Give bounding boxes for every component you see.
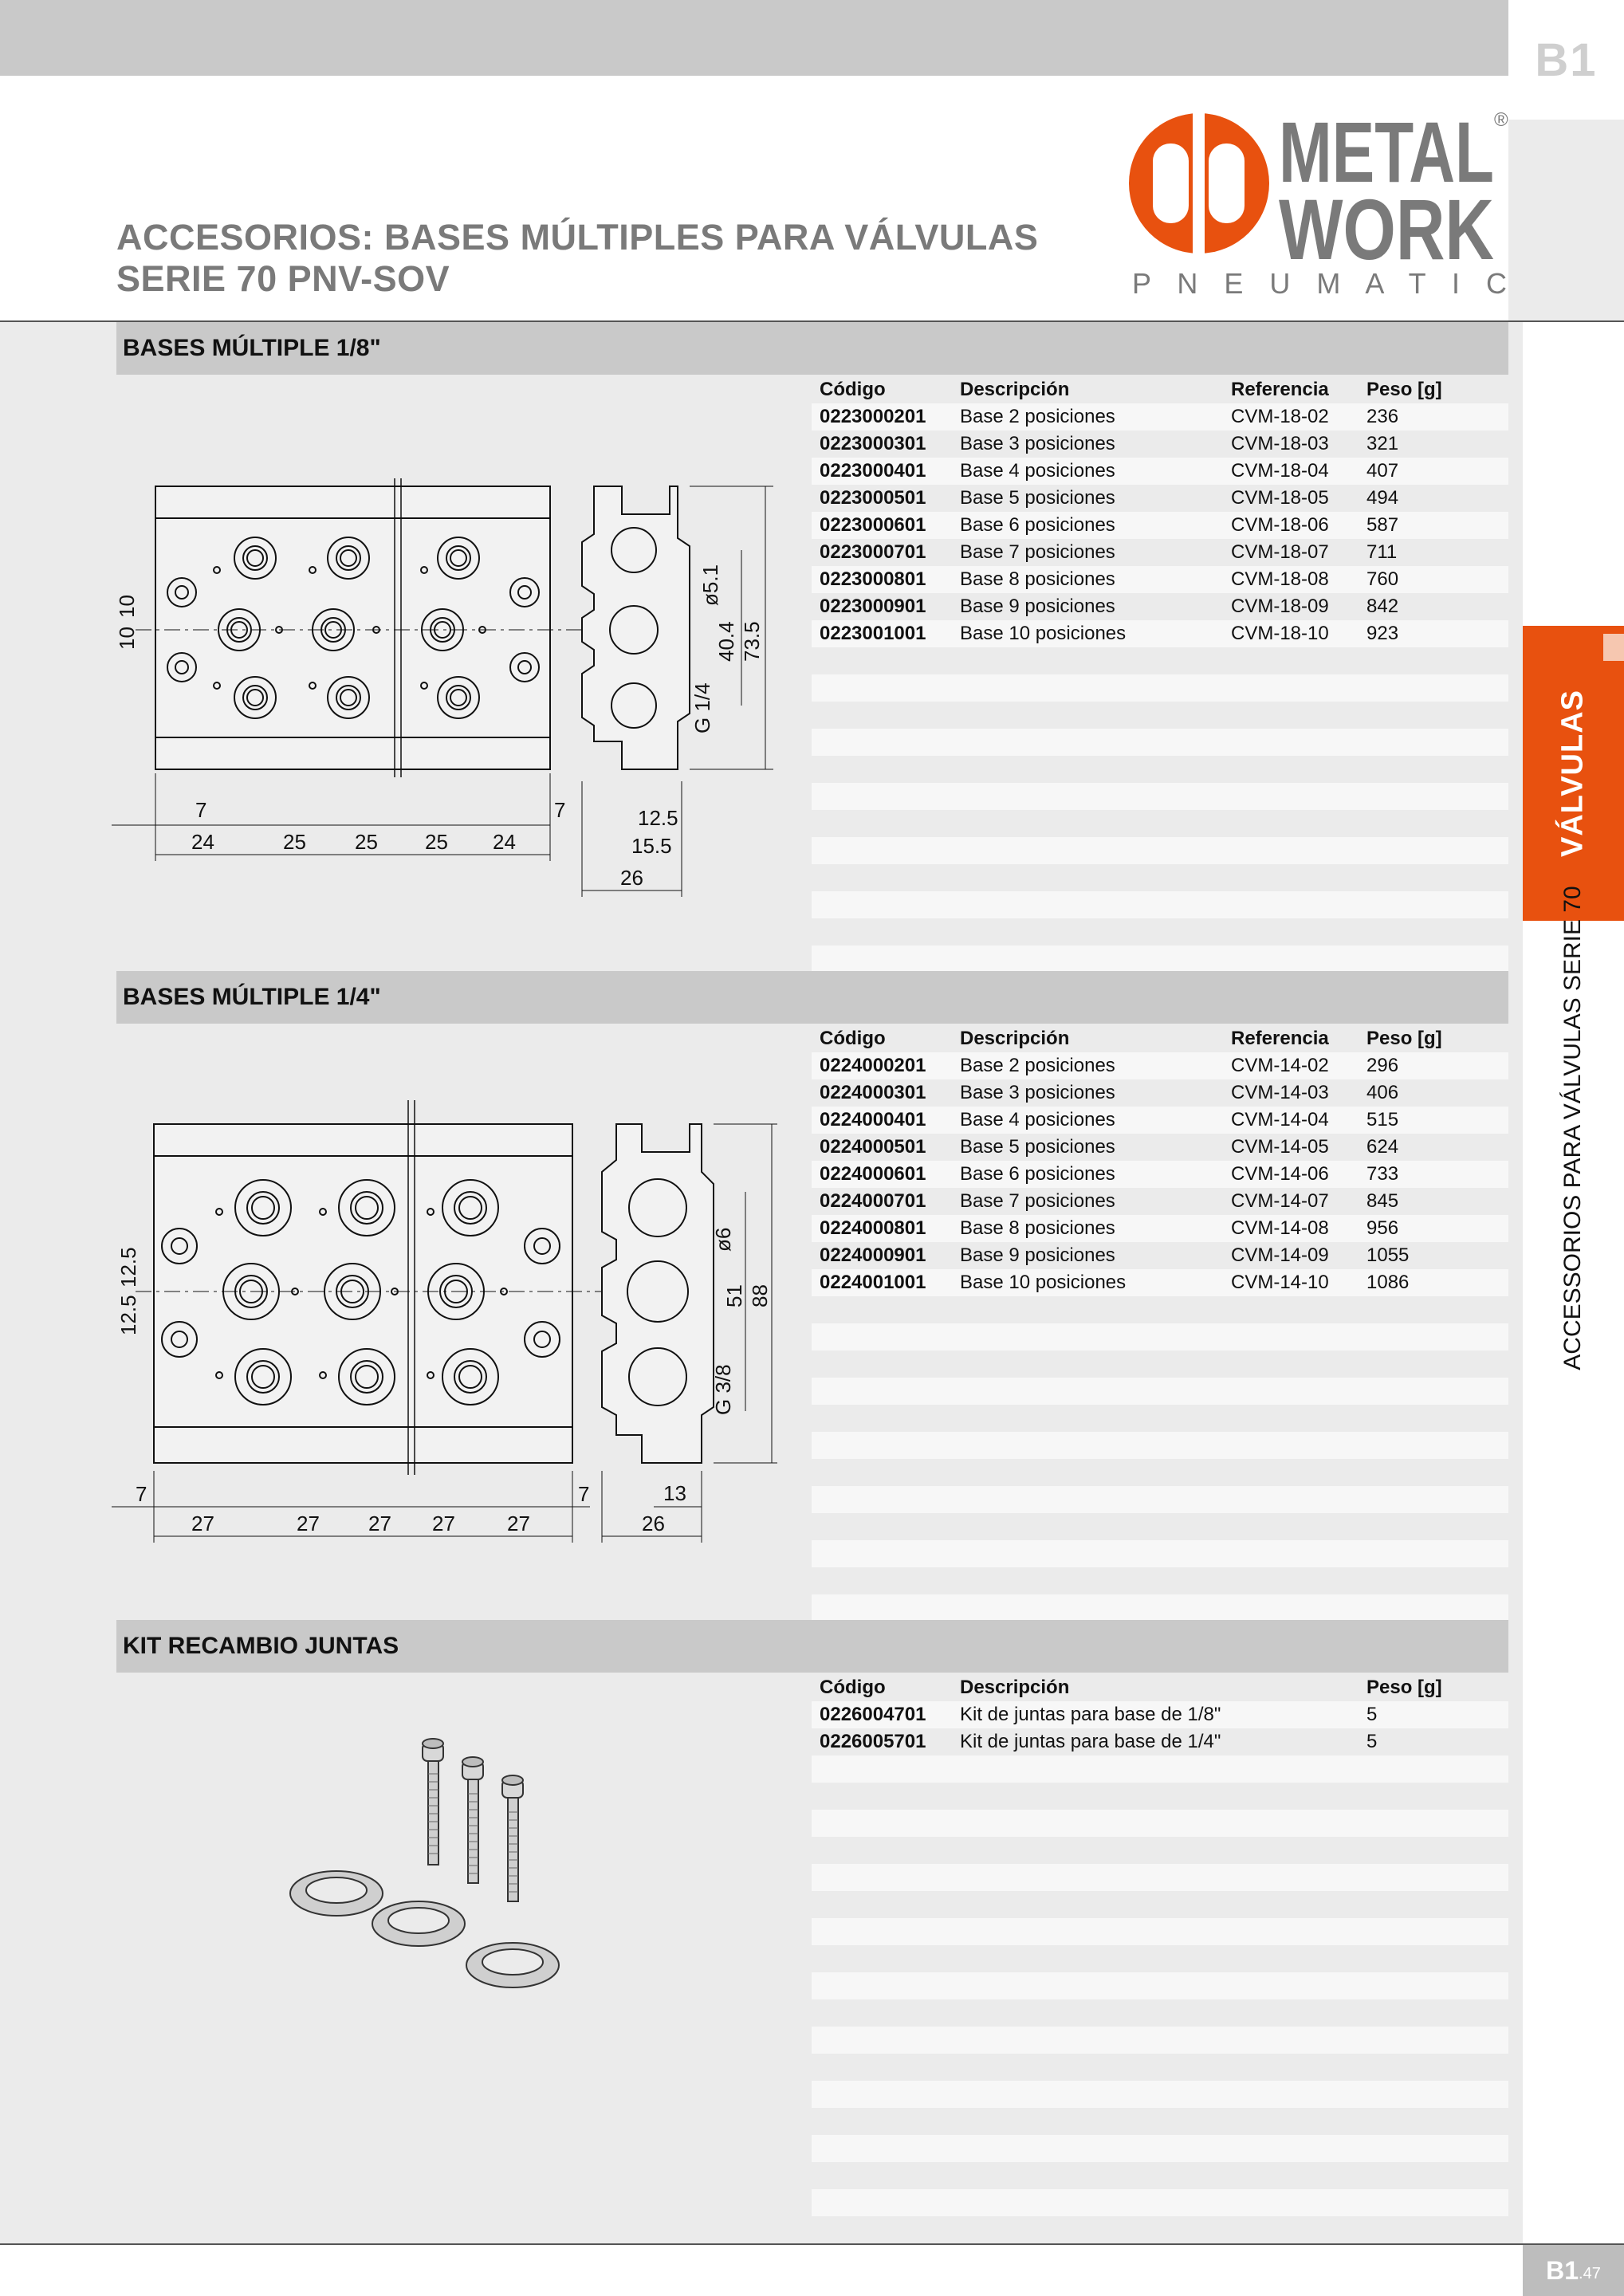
cell-code: 0223001001 [820,623,926,644]
section-title-1-8: BASES MÚLTIPLE 1/8" [116,322,1508,375]
cell-desc: Base 7 posiciones [960,541,1115,563]
table-row-empty [812,1432,1508,1459]
table-row [812,1215,1508,1242]
technical-drawing-1-8 [112,470,789,901]
table-row-empty [812,1540,1508,1567]
page-code: B1 [1546,2255,1579,2285]
cell-weight: 760 [1366,568,1399,590]
table-row-empty [812,1972,1508,1999]
dim-label: 27 [432,1512,455,1535]
table-row-empty [812,756,1508,783]
cell-code: 0226004701 [820,1704,926,1725]
cell-ref: CVM-18-08 [1231,568,1329,590]
dim-label: 27 [191,1512,214,1535]
table-row [812,1107,1508,1134]
section-title-kit: KIT RECAMBIO JUNTAS [116,1620,1508,1673]
screw-icon [423,1739,443,1865]
table-row-empty [812,2027,1508,2054]
table-header [812,376,1508,403]
cell-code: 0224000301 [820,1082,926,1103]
table-row-empty [812,674,1508,702]
cell-desc: Base 6 posiciones [960,1163,1115,1185]
logo-registered: ® [1494,109,1508,131]
table-row [812,403,1508,431]
dim-label: 7 [195,798,207,822]
cell-weight: 236 [1366,406,1399,427]
dim-label: 13 [663,1481,686,1505]
table-row-empty [812,1891,1508,1918]
cell-ref: CVM-14-03 [1231,1082,1329,1103]
table-row [812,458,1508,485]
table-row-empty [812,1323,1508,1350]
table-row [812,1134,1508,1161]
dim-label: G 3/8 [711,1364,735,1415]
table-1-4 [812,1025,1508,1622]
cell-code: 0223000201 [820,406,926,427]
cell-desc: Base 2 posiciones [960,406,1115,427]
table-row [812,485,1508,512]
dim-label: 7 [578,1482,590,1506]
cell-code: 0224000601 [820,1163,926,1185]
dim-label: 51 [722,1284,746,1307]
table-row-empty [812,2216,1508,2243]
cell-weight: 711 [1366,541,1398,563]
cell-desc: Base 4 posiciones [960,1109,1115,1130]
cell-ref: CVM-18-02 [1231,406,1329,427]
table-row-empty [812,2054,1508,2081]
side-vertical-label: ACCESSORIOS PARA VÁLVULAS SERIE 70 [1559,886,1586,1370]
dim-label: 73.5 [740,621,764,662]
dim-label: G 1/4 [690,682,714,733]
cell-ref: CVM-18-05 [1231,487,1329,509]
dim-label: 12.5 [638,806,678,830]
cell-code: 0224000201 [820,1055,926,1076]
cell-weight: 407 [1366,460,1399,482]
cell-code: 0224000801 [820,1217,926,1239]
table-row-empty [812,1810,1508,1837]
dim-label: 10 [115,595,139,618]
cell-weight: 1086 [1366,1272,1410,1293]
cell-ref: CVM-14-08 [1231,1217,1329,1239]
table-row-empty [812,2081,1508,2108]
cell-weight: 406 [1366,1082,1399,1103]
cell-code: 0223000901 [820,596,926,617]
cell-weight: 624 [1366,1136,1399,1158]
dim-label: 27 [368,1512,391,1535]
col-peso: Peso [g] [1366,1677,1442,1698]
table-row-empty [812,1594,1508,1622]
col-codigo: Código [820,1677,886,1698]
table-header [812,1025,1508,1052]
dim-label: 26 [620,866,643,890]
cell-weight: 956 [1366,1217,1399,1239]
table-row [812,1188,1508,1215]
cell-code: 0223000301 [820,433,926,454]
cell-code: 0224000901 [820,1244,926,1266]
table-1-8 [812,376,1508,973]
cell-code: 0223000401 [820,460,926,482]
table-row-empty [812,1945,1508,1972]
cell-weight: 733 [1366,1163,1399,1185]
col-codigo: Código [820,379,886,400]
cell-ref: CVM-14-07 [1231,1190,1329,1212]
seal-ring-icon [372,1901,465,1946]
page-number [1523,2245,1624,2296]
cell-ref: CVM-14-06 [1231,1163,1329,1185]
dim-label: 25 [355,830,378,854]
cell-desc: Base 10 posiciones [960,1272,1127,1293]
cell-code: 0224001001 [820,1272,926,1293]
cell-weight: 515 [1366,1109,1399,1130]
table-row-empty [812,946,1508,973]
table-row-empty [812,2162,1508,2189]
cell-weight: 842 [1366,596,1399,617]
table-row-empty [812,837,1508,864]
col-descripcion: Descripción [960,379,1070,400]
page-title-line1: ACCESORIOS: BASES MÚLTIPLES PARA VÁLVULAS [116,217,1039,258]
table-row-empty [812,810,1508,837]
table-header [812,1674,1508,1701]
table-row-empty [812,1567,1508,1594]
col-peso: Peso [g] [1366,1028,1442,1049]
col-referencia: Referencia [1231,1028,1329,1049]
col-descripcion: Descripción [960,1677,1070,1698]
dim-label: 24 [191,830,214,854]
cell-desc: Kit de juntas para base de 1/4" [960,1731,1221,1752]
table-row [812,1701,1508,1728]
cell-desc: Base 2 posiciones [960,1055,1115,1076]
seal-ring-icon [290,1871,383,1916]
dim-label: 7 [136,1482,147,1506]
cell-weight: 923 [1366,623,1399,644]
technical-drawing-1-4 [112,1096,789,1551]
cell-desc: Kit de juntas para base de 1/8" [960,1704,1221,1725]
cell-weight: 5 [1366,1731,1378,1752]
cell-ref: CVM-14-04 [1231,1109,1329,1130]
table-row [812,1242,1508,1269]
cell-desc: Base 8 posiciones [960,568,1115,590]
dim-label: 27 [297,1512,320,1535]
table-row-empty [812,1378,1508,1405]
cell-weight: 296 [1366,1055,1399,1076]
table-row-empty [812,891,1508,918]
dim-label: 15.5 [631,834,672,858]
cell-ref: CVM-18-09 [1231,596,1329,617]
dim-label: 10 [115,627,139,650]
cell-weight: 587 [1366,514,1399,536]
table-row-empty [812,1783,1508,1810]
dim-label: 40.4 [714,621,738,662]
dim-label: 25 [425,830,448,854]
dim-label: 12.5 [116,1247,140,1288]
page-title-line2: SERIE 70 PNV-SOV [116,258,450,299]
dim-label: ø6 [711,1227,735,1252]
cell-desc: Base 5 posiciones [960,487,1115,509]
table-row-empty [812,918,1508,946]
table-row-empty [812,2108,1508,2135]
table-row-empty [812,1486,1508,1513]
cell-weight: 5 [1366,1704,1378,1725]
dim-label: 88 [748,1284,772,1307]
table-row [812,1052,1508,1079]
dim-label: ø5.1 [698,564,722,606]
cell-weight: 1055 [1366,1244,1410,1266]
table-row-empty [812,702,1508,729]
dim-label: 24 [493,830,516,854]
table-kit [812,1674,1508,2243]
col-descripcion: Descripción [960,1028,1070,1049]
cell-desc: Base 5 posiciones [960,1136,1115,1158]
cell-ref: CVM-18-06 [1231,514,1329,536]
seal-ring-icon [466,1943,559,1987]
table-row-empty [812,1296,1508,1323]
col-peso: Peso [g] [1366,379,1442,400]
dim-label: 26 [642,1512,665,1535]
table-row [812,1079,1508,1107]
dim-label: 27 [507,1512,530,1535]
cell-ref: CVM-18-07 [1231,541,1329,563]
table-row-empty [812,864,1508,891]
cell-desc: Base 3 posiciones [960,433,1115,454]
cell-weight: 494 [1366,487,1399,509]
cell-ref: CVM-18-10 [1231,623,1329,644]
logo-subtitle: P N E U M A T I C [1132,267,1507,300]
side-tab-notch [1603,634,1624,661]
table-row-empty [812,1513,1508,1540]
cell-weight: 321 [1366,433,1399,454]
cell-desc: Base 9 posiciones [960,1244,1115,1266]
metal-work-logo [1121,96,1512,303]
cell-desc: Base 4 posiciones [960,460,1115,482]
screw-icon [502,1775,523,1901]
logo-text-bottom: WORK [1279,181,1494,277]
cell-desc: Base 7 posiciones [960,1190,1115,1212]
section-title-1-4: BASES MÚLTIPLE 1/4" [116,971,1508,1024]
table-row [812,512,1508,539]
cell-desc: Base 9 posiciones [960,596,1115,617]
dim-label: 25 [283,830,306,854]
table-row-empty [812,2135,1508,2162]
cell-code: 0224000701 [820,1190,926,1212]
table-row-empty [812,2189,1508,2216]
cell-desc: Base 10 posiciones [960,623,1127,644]
side-tab-label: VÁLVULAS [1555,690,1590,857]
page-index: .47 [1579,2264,1601,2282]
cell-code: 0224000401 [820,1109,926,1130]
table-row [812,620,1508,647]
table-row-empty [812,729,1508,756]
cell-ref: CVM-14-05 [1231,1136,1329,1158]
table-row [812,1161,1508,1188]
seal-kit-illustration [287,1734,590,1989]
cell-ref: CVM-14-09 [1231,1244,1329,1266]
cell-code: 0223000701 [820,541,926,563]
cell-ref: CVM-14-02 [1231,1055,1329,1076]
table-row-empty [812,1755,1508,1783]
cell-code: 0224000501 [820,1136,926,1158]
section-code: B1 [1508,0,1624,120]
cell-code: 0226005701 [820,1731,926,1752]
col-referencia: Referencia [1231,379,1329,400]
table-row-empty [812,1999,1508,2027]
table-row-empty [812,1405,1508,1432]
cell-ref: CVM-18-03 [1231,433,1329,454]
cell-code: 0223000801 [820,568,926,590]
cell-weight: 845 [1366,1190,1399,1212]
cell-desc: Base 6 posiciones [960,514,1115,536]
table-row [812,1728,1508,1755]
dim-label: 7 [554,798,566,822]
cell-code: 0223000501 [820,487,926,509]
dim-label: 12.5 [116,1295,140,1335]
table-row-empty [812,647,1508,674]
logo-text-top: METAL [1279,104,1494,200]
cell-ref: CVM-18-04 [1231,460,1329,482]
col-codigo: Código [820,1028,886,1049]
footer [0,2245,1523,2296]
table-row [812,431,1508,458]
screw-icon [462,1757,483,1883]
table-row-empty [812,1864,1508,1891]
cell-ref: CVM-14-10 [1231,1272,1329,1293]
page-title [116,217,1038,300]
table-row-empty [812,1918,1508,1945]
table-row-empty [812,783,1508,810]
cell-desc: Base 8 posiciones [960,1217,1115,1239]
table-row [812,539,1508,566]
table-row [812,593,1508,620]
top-bar [0,0,1508,76]
cell-code: 0223000601 [820,514,926,536]
table-row-empty [812,1350,1508,1378]
table-row-empty [812,1459,1508,1486]
table-row-empty [812,1837,1508,1864]
table-row [812,1269,1508,1296]
cell-desc: Base 3 posiciones [960,1082,1115,1103]
table-row [812,566,1508,593]
